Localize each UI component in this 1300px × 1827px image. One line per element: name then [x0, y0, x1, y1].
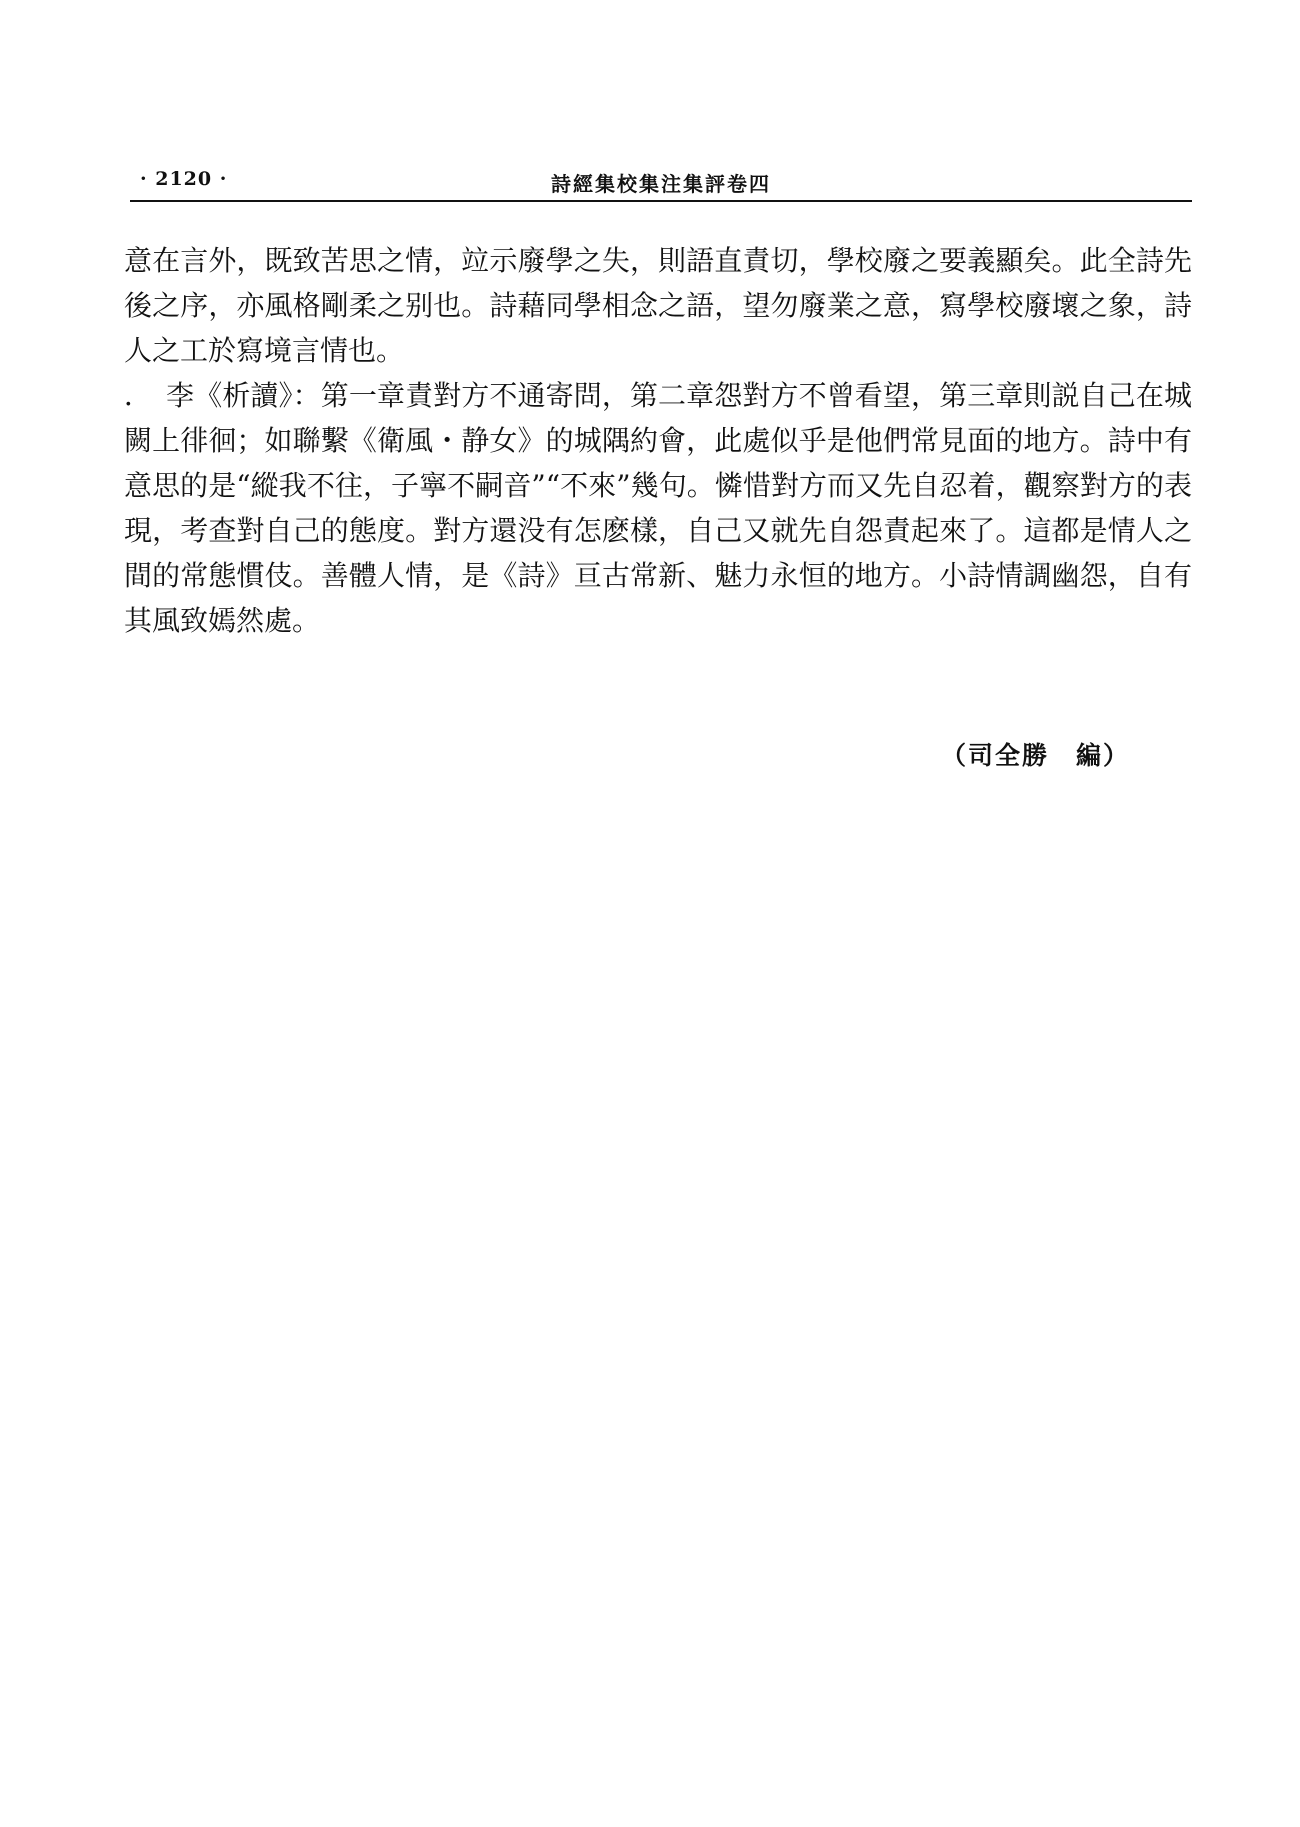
header-rule: [130, 200, 1192, 202]
paragraph-2-text: 李《析讀》：第一章責對方不通寄問，第二章怨對方不曾看望，第三章則説自己在城闕上徘徊；如聯繫《衛風・静女》的城隅約會，此處似乎是他們常見面的地方。詩中有意思的是“縱我不往，子寧不嗣音”“不來”幾句。憐惜對方而又先自忍着，觀察對方的表現，考查對自己的態度。對方還没有怎麽樣，自己又就先自怨責起來了。這都是情人之間的常態慣伎。善體人情，是《詩》亘古常新、魅力永恒的地方。小詩情調幽怨，自有其風致嫣然處。: [124, 379, 1192, 637]
paragraph-2-mark: ．: [124, 379, 153, 412]
editor-credit: （司全勝 編）: [940, 741, 1130, 770]
paragraph-2: [124, 373, 1192, 643]
page-header: [130, 160, 1192, 200]
paragraph-1: 意在言外，既致苦思之情，竝示廢學之失，則語直責切，學校廢之要義顯矣。此全詩先後之序，亦風格剛柔之别也。詩藉同學相念之語，望勿廢業之意，寫學校廢壞之象，詩人之工於寫境言情也。: [124, 244, 1192, 367]
running-title: 詩經集校集注集評卷四: [551, 172, 771, 196]
body-text: [124, 238, 1192, 643]
page-number: · 2120 ·: [140, 168, 228, 190]
